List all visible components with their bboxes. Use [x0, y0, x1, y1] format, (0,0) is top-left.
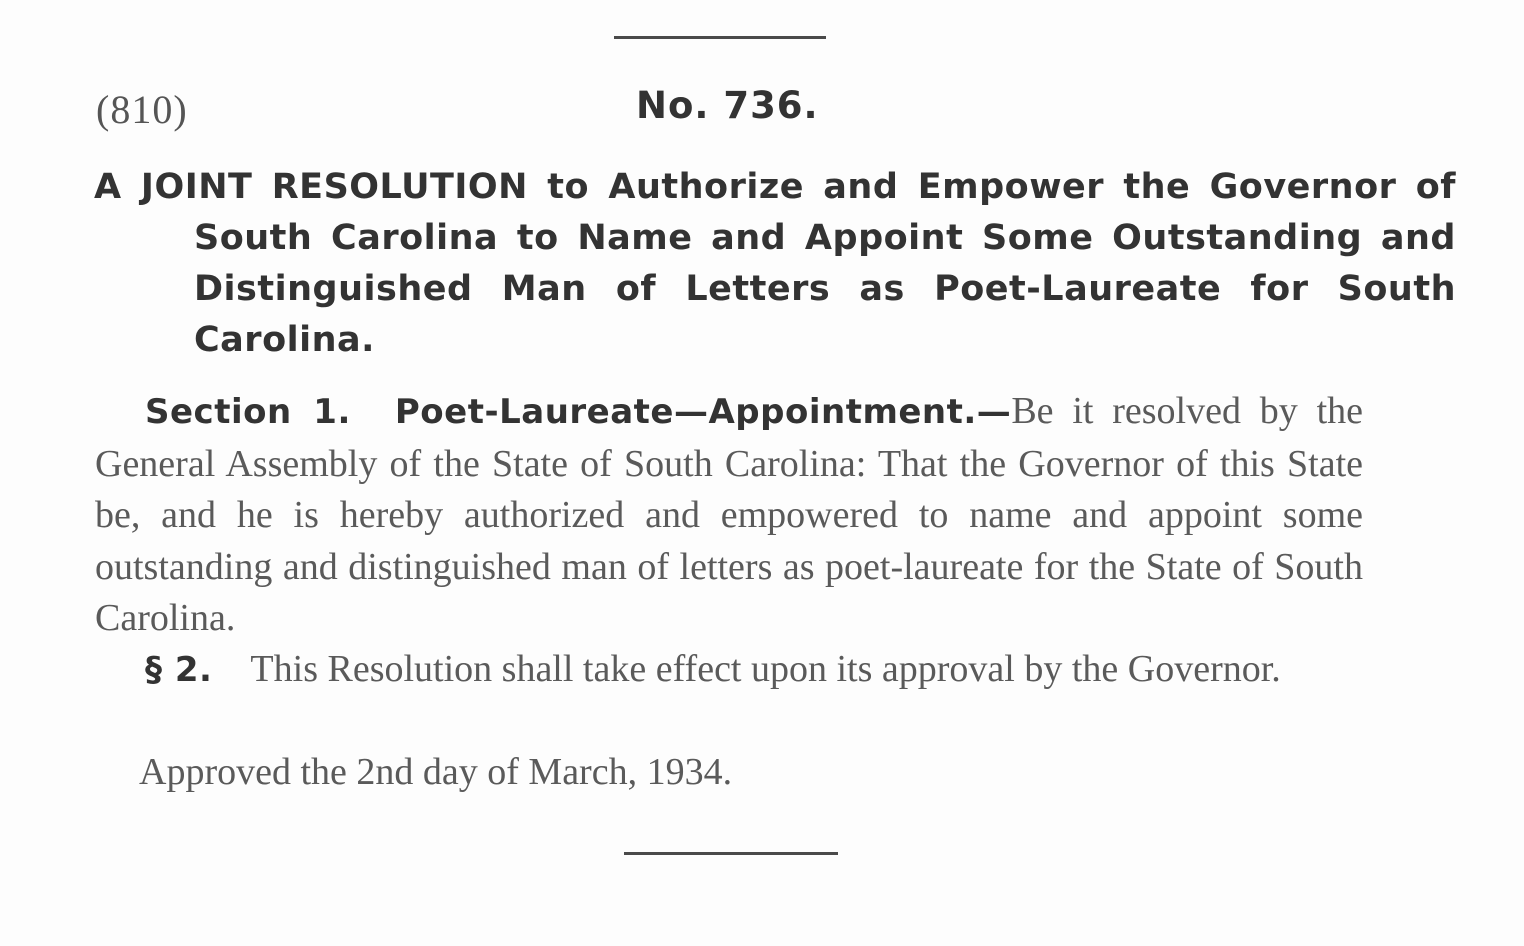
section-1-heading: Poet-Laureate—Appointment.— [394, 392, 1012, 432]
section-2-paragraph [95, 644, 1363, 697]
act-number: No. 736. [636, 84, 819, 127]
page-number: (810) [96, 87, 188, 132]
section-2-label: § 2. [145, 650, 213, 690]
top-rule [614, 36, 826, 39]
approval-line: Approved the 2nd day of March, 1934. [139, 751, 733, 793]
resolution-title: A JOINT RESOLUTION to Authorize and Empower the Governor of South Carolina to Name and Appoint Some Outstanding and Distinguished Man of Letters as Poet-Laureate for South Carolina. [94, 167, 1456, 360]
section-1-label: Section 1. [145, 392, 351, 432]
section-1-text: Be it resolved by the General Assembly of the State of South Carolina: That the Governor of this State be, and he is hereby authorized and empowered to name and appoint some outstanding and distinguished man of letters as poet-laureate for the State of South Carolina. [95, 390, 1363, 639]
section-1-paragraph [95, 386, 1363, 645]
section-2-text: This Resolution shall take effect upon its approval by the Governor. [250, 648, 1281, 690]
bottom-rule [624, 852, 838, 855]
